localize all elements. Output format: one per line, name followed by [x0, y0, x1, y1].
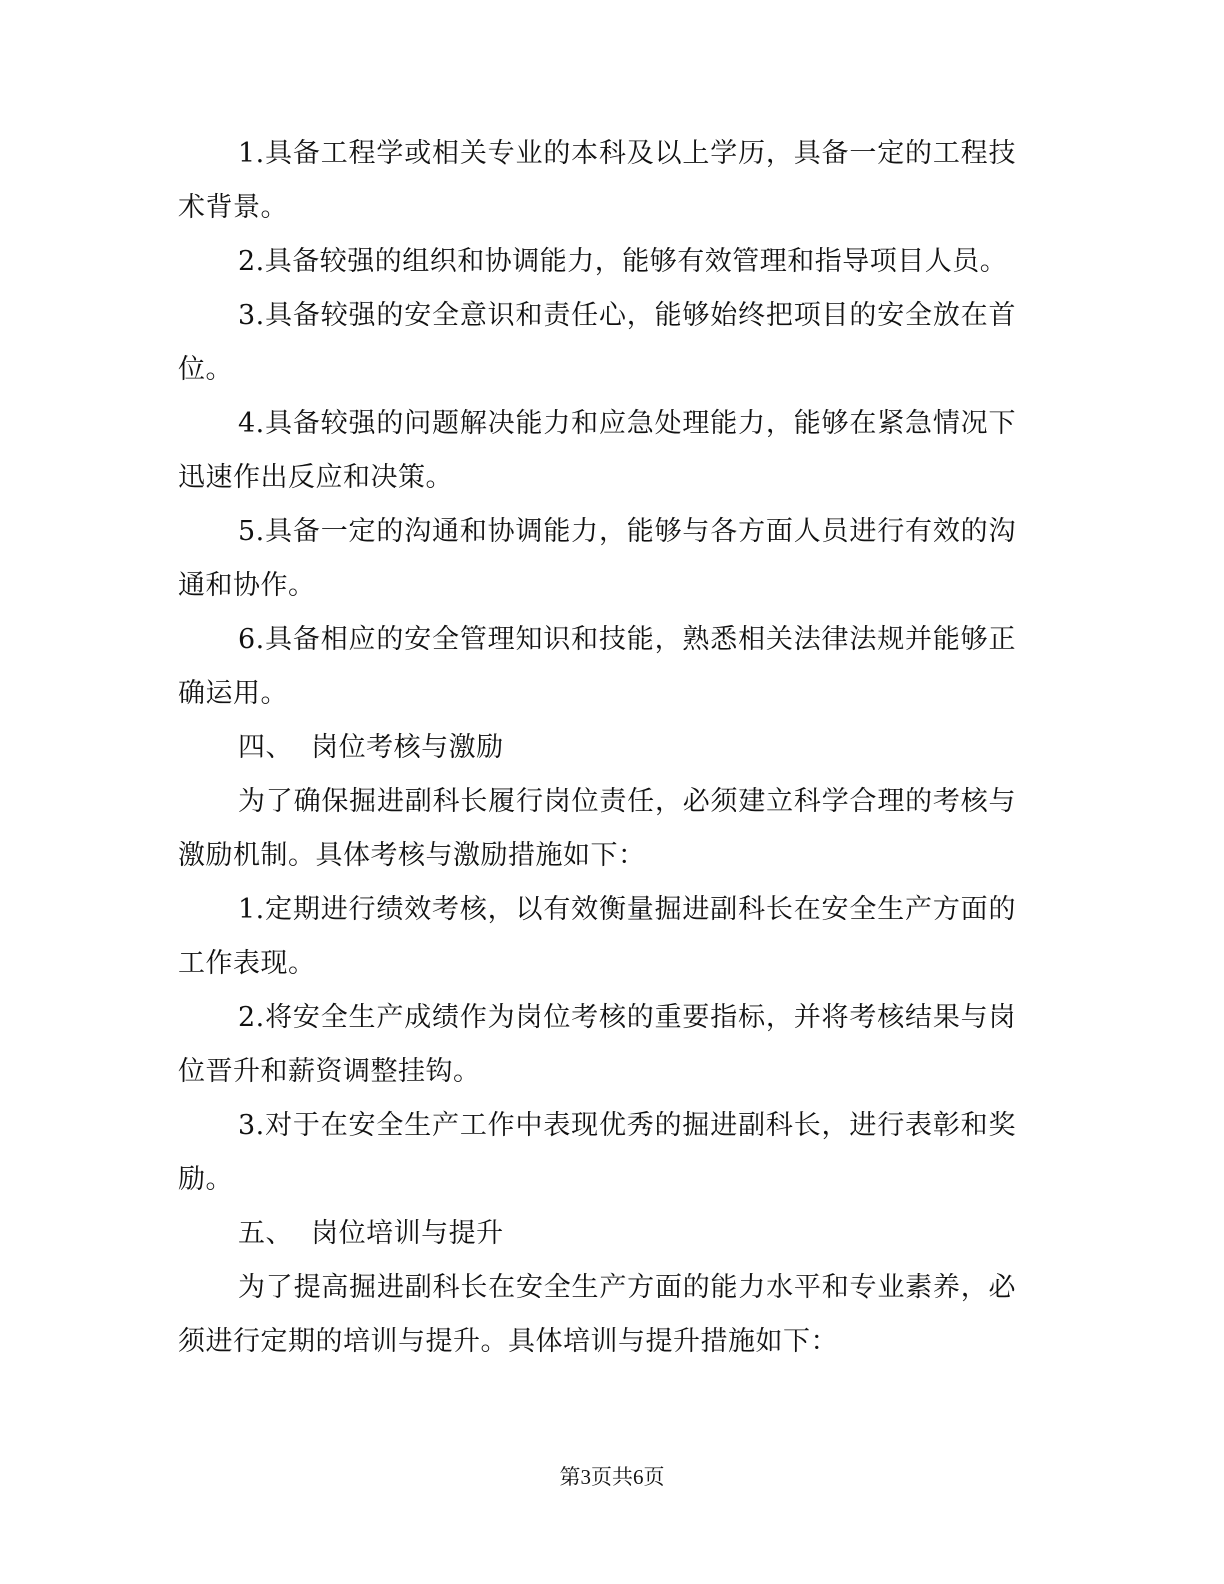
requirement-item-2: 2.具备较强的组织和协调能力，能够有效管理和指导项目人员。: [238, 246, 1008, 277]
requirement-item-6: 6.具备相应的安全管理知识和技能，熟悉相关法律法规并能够正确运用。: [178, 624, 1016, 709]
assessment-item-3: 3.对于在安全生产工作中表现优秀的掘进副科长，进行表彰和奖励。: [178, 1110, 1016, 1195]
document-body: [178, 127, 1016, 1369]
requirement-item-1: 1.具备工程学或相关专业的本科及以上学历，具备一定的工程技术背景。: [178, 138, 1016, 223]
requirement-item-4: 4.具备较强的问题解决能力和应急处理能力，能够在紧急情况下迅速作出反应和决策。: [178, 408, 1016, 493]
assessment-item-2: 2.将安全生产成绩作为岗位考核的重要指标，并将考核结果与岗位晋升和薪资调整挂钩。: [178, 1002, 1016, 1087]
requirement-item-3: 3.具备较强的安全意识和责任心，能够始终把项目的安全放在首位。: [178, 300, 1016, 385]
page-number-footer: 第3页共6页: [559, 1465, 665, 1489]
section-5-intro: 为了提高掘进副科长在安全生产方面的能力水平和专业素养，必须进行定期的培训与提升。具体培训与提升措施如下：: [178, 1272, 1016, 1357]
assessment-item-1: 1.定期进行绩效考核，以有效衡量掘进副科长在安全生产方面的工作表现。: [178, 894, 1016, 979]
section-4-intro: 为了确保掘进副科长履行岗位责任，必须建立科学合理的考核与激励机制。具体考核与激励措施如下：: [178, 786, 1016, 871]
requirement-item-5: 5.具备一定的沟通和协调能力，能够与各方面人员进行有效的沟通和协作。: [178, 516, 1016, 601]
section-heading-4: 四、 岗位考核与激励: [238, 732, 504, 763]
section-heading-5: 五、 岗位培训与提升: [238, 1218, 504, 1249]
